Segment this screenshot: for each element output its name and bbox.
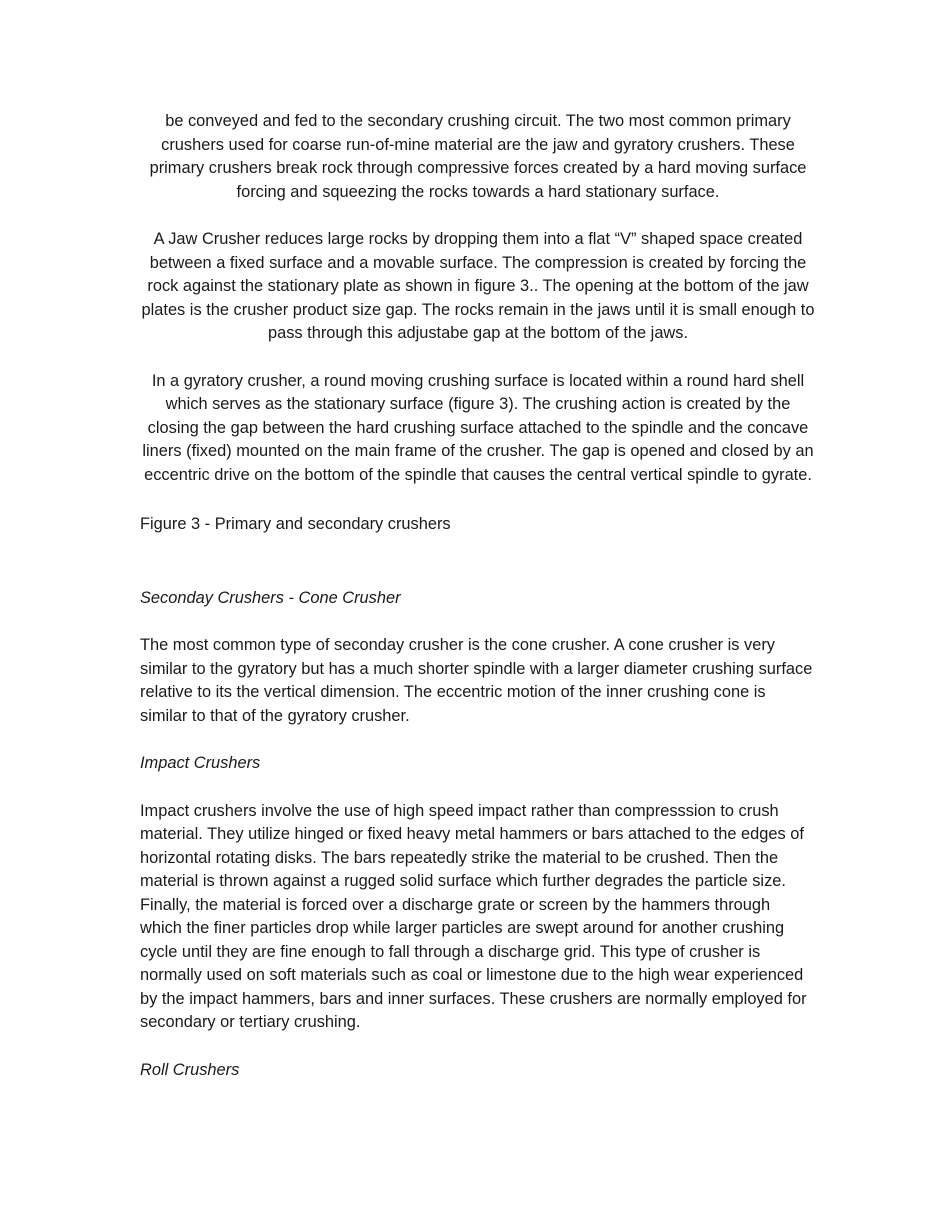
paragraph-primary-crushers: be conveyed and fed to the secondary crushing circuit. The two most common primary crushers used for coarse run-of-mine material are the jaw and gyratory crushers. These primary crushers break rock through compressive forces created by a hard moving surface forcing and squeezing the rocks towards a hard stationary surface. [149, 112, 807, 201]
document-page [140, 110, 816, 1082]
paragraph-gyratory-crusher: In a gyratory crusher, a round moving crushing surface is located within a round hard shell which serves as the stationary surface (figure 3). The crushing action is created by the closing the gap between the hard crushing surface attached to the spindle and the concave liners (fixed) mounted on the main frame of the crusher. The gap is opened and closed by an eccentric drive on the bottom of the spindle that causes the central vertical spindle to gyrate. [142, 371, 814, 484]
figure-caption: Figure 3 - Primary and secondary crushers [140, 515, 451, 533]
paragraph-jaw-crusher: A Jaw Crusher reduces large rocks by dropping them into a flat “V” shaped space created between a fixed surface and a movable surface. The compression is created by forcing the rock against the stationary plate as shown in figure 3.. The opening at the bottom of the jaw plates is the crusher product size gap. The rocks remain in the jaws until it is small enough to pass through this adjustabe gap at the bottom of the jaws. [141, 230, 815, 342]
section-body-impact-crushers: Impact crushers involve the use of high speed impact rather than compresssion to crush material. They utilize hinged or fixed heavy metal hammers or bars attached to the edges of horizontal rotating disks. The bars repeatedly strike the material to be crushed. Then the material is thrown against a rugged solid surface which further degrades the particle size. Finally, the material is forced over a discharge grate or screen by the hammers through which the finer particles drop while larger particles are swept around for another crushing cycle until they are fine enough to fall through a discharge grid. This type of crusher is normally used on soft materials such as coal or limestone due to the high wear experienced by the impact hammers, bars and inner surfaces. These crushers are normally employed for secondary or tertiary crushing. [140, 801, 807, 1031]
section-heading-cone-crusher: Seconday Crushers - Cone Crusher [140, 588, 401, 607]
section-heading-impact-crushers: Impact Crushers [140, 754, 261, 772]
section-body-cone-crusher: The most common type of seconday crusher is the cone crusher. A cone crusher is very similar to the gyratory but has a much shorter spindle with a larger diameter crushing surface relative to its the vertical dimension. The eccentric motion of the inner crushing cone is similar to that of the gyratory crusher. [140, 636, 813, 725]
section-heading-roll-crushers: Roll Crushers [140, 1060, 240, 1079]
